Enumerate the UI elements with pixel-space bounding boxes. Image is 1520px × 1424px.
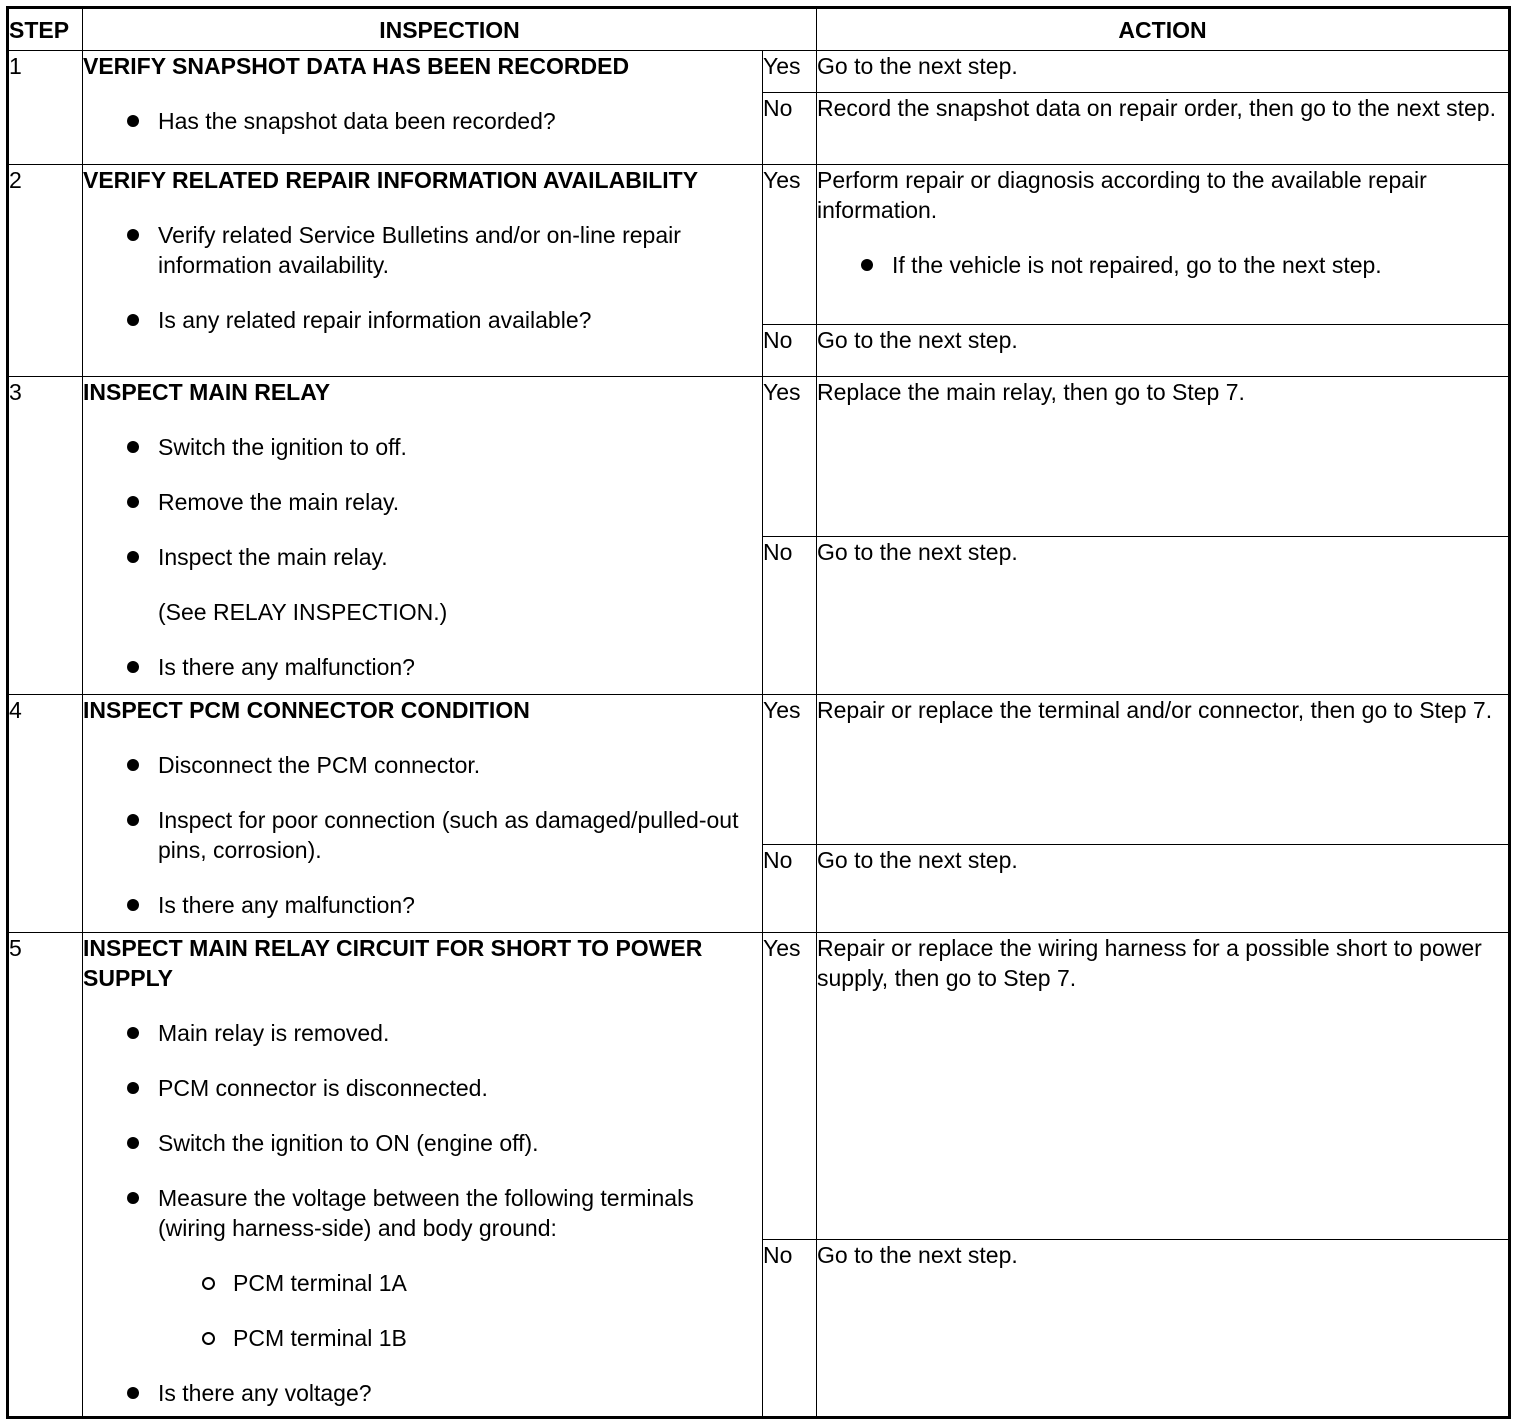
no-action: Record the snapshot data on repair order, then go to the next step. <box>817 93 1510 165</box>
yes-label: Yes <box>763 695 817 845</box>
step-title: VERIFY SNAPSHOT DATA HAS BEEN RECORDED <box>83 53 630 79</box>
sub-item: PCM terminal 1A <box>83 1268 762 1298</box>
header-action: ACTION <box>817 8 1510 51</box>
yes-label: Yes <box>763 933 817 1240</box>
header-row <box>8 8 1510 51</box>
bullet-item: Inspect for poor connection (such as damaged/pulled-out pins, corrosion). <box>83 805 762 865</box>
no-action: Go to the next step. <box>817 537 1510 695</box>
step-number: 5 <box>8 933 83 1418</box>
step-5-yes-row <box>8 933 1510 1240</box>
header-inspection: INSPECTION <box>83 8 817 51</box>
step-3-yes-row <box>8 377 1510 537</box>
bullet-item: Is there any malfunction? <box>83 890 762 920</box>
inspection-cell <box>83 377 763 695</box>
inspection-cell <box>83 695 763 933</box>
step-number: 3 <box>8 377 83 695</box>
bullet-item: Remove the main relay. <box>83 487 762 517</box>
yes-action-cell <box>817 165 1510 325</box>
no-action: Go to the next step. <box>817 1240 1510 1418</box>
yes-label: Yes <box>763 51 817 93</box>
action-bullet: If the vehicle is not repaired, go to the next step. <box>817 250 1508 280</box>
no-label: No <box>763 1240 817 1418</box>
step-title: INSPECT MAIN RELAY CIRCUIT FOR SHORT TO POWER SUPPLY <box>83 935 703 991</box>
bullet-item: Is there any malfunction? <box>83 652 762 682</box>
bullet-item: Disconnect the PCM connector. <box>83 750 762 780</box>
sub-item: PCM terminal 1B <box>83 1323 762 1353</box>
bullet-item: Is any related repair information available? <box>83 305 762 335</box>
step-number: 2 <box>8 165 83 377</box>
step-2-yes-row <box>8 165 1510 325</box>
bullet-item: PCM connector is disconnected. <box>83 1073 762 1103</box>
step-number: 1 <box>8 51 83 165</box>
yes-action: Replace the main relay, then go to Step 7. <box>817 377 1510 537</box>
no-action: Go to the next step. <box>817 325 1510 377</box>
yes-label: Yes <box>763 165 817 325</box>
step-title: VERIFY RELATED REPAIR INFORMATION AVAILABILITY <box>83 167 699 193</box>
reference-note: (See RELAY INSPECTION.) <box>158 599 448 625</box>
diagnostic-table <box>6 6 1511 1419</box>
no-label: No <box>763 325 817 377</box>
no-label: No <box>763 537 817 695</box>
yes-action: Go to the next step. <box>817 51 1510 93</box>
yes-action: Repair or replace the terminal and/or connector, then go to Step 7. <box>817 695 1510 845</box>
bullet-item: Main relay is removed. <box>83 1018 762 1048</box>
bullet-item: Measure the voltage between the following terminals (wiring harness-side) and body ground: <box>83 1183 762 1243</box>
step-number: 4 <box>8 695 83 933</box>
step-title: INSPECT MAIN RELAY <box>83 379 331 405</box>
inspection-cell <box>83 51 763 165</box>
bullet-item: Switch the ignition to ON (engine off). <box>83 1128 762 1158</box>
bullet-item: Switch the ignition to off. <box>83 432 762 462</box>
no-action: Go to the next step. <box>817 845 1510 933</box>
step-1-yes-row <box>8 51 1510 93</box>
header-step: STEP <box>8 8 83 51</box>
inspection-cell <box>83 933 763 1418</box>
yes-action: Repair or replace the wiring harness for a possible short to power supply, then go to Step 7. <box>817 933 1510 1240</box>
bullet-item: Inspect the main relay. <box>83 542 762 572</box>
step-4-yes-row <box>8 695 1510 845</box>
bullet-item: Verify related Service Bulletins and/or on-line repair information availability. <box>83 220 762 280</box>
bullet-item: Has the snapshot data been recorded? <box>83 106 762 136</box>
no-label: No <box>763 93 817 165</box>
bullet-item: Is there any voltage? <box>83 1378 762 1408</box>
yes-action: Perform repair or diagnosis according to the available repair information. <box>817 167 1427 223</box>
step-title: INSPECT PCM CONNECTOR CONDITION <box>83 697 530 723</box>
inspection-cell <box>83 165 763 377</box>
yes-label: Yes <box>763 377 817 537</box>
no-label: No <box>763 845 817 933</box>
